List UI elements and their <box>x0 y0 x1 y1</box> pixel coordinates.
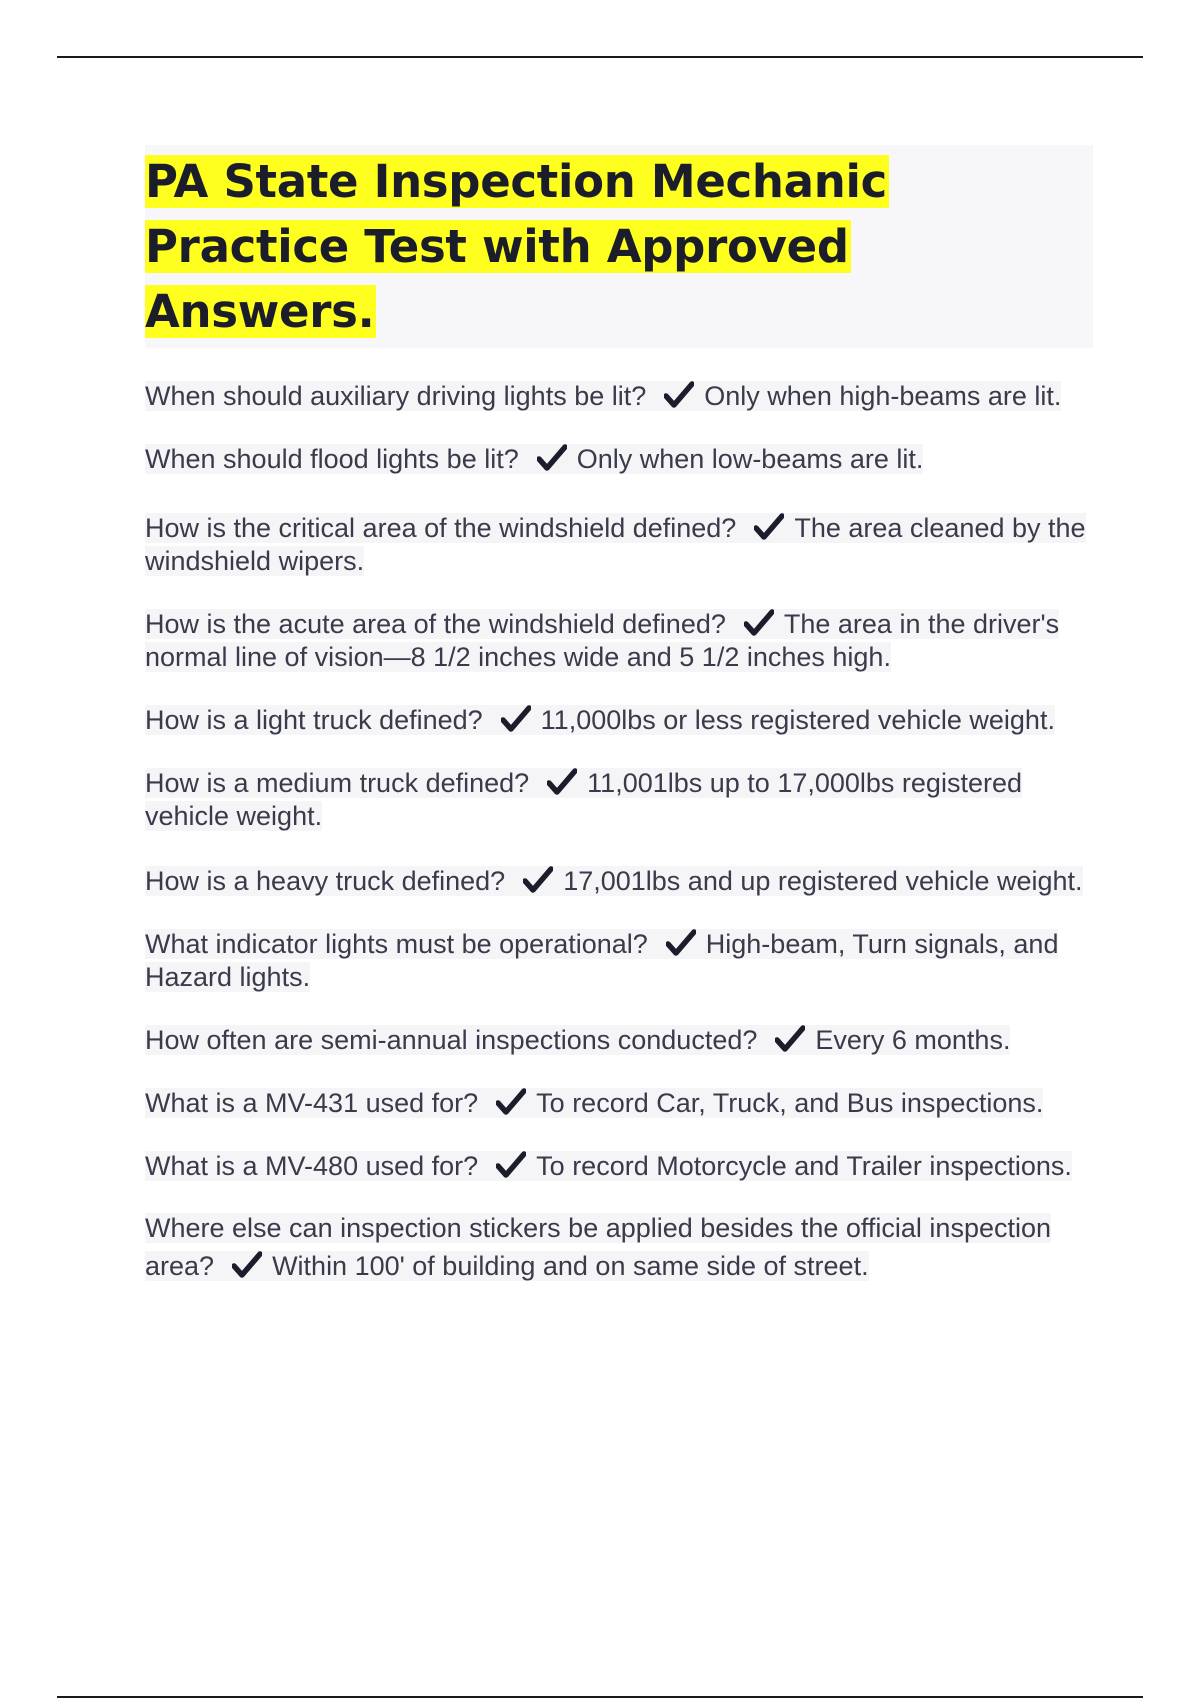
qa-text <box>145 866 1083 896</box>
qa-text <box>145 929 1058 992</box>
qa-text <box>145 768 1022 831</box>
qa-item <box>145 1150 1093 1183</box>
qa-list <box>145 380 1093 1285</box>
check-icon <box>523 866 553 894</box>
answer-text: High-beam, Turn signals, and Hazard lights. <box>145 929 1059 992</box>
question-text: How is a heavy truck defined? <box>145 866 506 896</box>
answer-text: 17,001lbs and up registered vehicle weight. <box>563 866 1083 896</box>
document-content <box>145 145 1093 1315</box>
answer-text: The area in the driver's normal line of vision—8 1/2 inches wide and 5 1/2 inches high. <box>145 609 1060 672</box>
title-text: PA State Inspection Mechanic Practice Test with Approved Answers. <box>145 155 887 338</box>
answer-text: To record Motorcycle and Trailer inspections. <box>536 1151 1072 1181</box>
qa-item <box>145 1024 1093 1057</box>
answer-text: Within 100' of building and on same side of street. <box>272 1251 869 1281</box>
qa-text <box>145 1088 1043 1118</box>
check-icon <box>754 513 784 541</box>
answer-text: Only when low-beams are lit. <box>576 444 924 474</box>
qa-text <box>145 1025 1010 1055</box>
qa-text <box>145 444 923 474</box>
check-icon <box>501 705 531 733</box>
check-icon <box>547 768 577 796</box>
answer-text: Every 6 months. <box>815 1025 1011 1055</box>
question-text: What is a MV-431 used for? <box>145 1088 479 1118</box>
check-icon <box>496 1088 526 1116</box>
question-text: How is a light truck defined? <box>145 705 483 735</box>
answer-text: The area cleaned by the windshield wipers. <box>145 513 1086 576</box>
qa-item <box>145 1087 1093 1120</box>
question-text: When should auxiliary driving lights be lit? <box>145 381 647 411</box>
qa-text <box>145 381 1061 411</box>
check-icon <box>775 1025 805 1053</box>
check-icon <box>496 1151 526 1179</box>
qa-item <box>145 512 1093 578</box>
question-text: How is the critical area of the windshield defined? <box>145 513 737 543</box>
title-block <box>145 145 1093 348</box>
check-icon <box>232 1251 262 1279</box>
qa-text <box>145 513 1086 576</box>
check-icon <box>666 929 696 957</box>
bottom-rule <box>57 1696 1143 1698</box>
question-text: Where else can inspection stickers be applied besides the official inspection area? <box>145 1213 1052 1281</box>
answer-text: Only when high-beams are lit. <box>704 381 1062 411</box>
check-icon <box>664 381 694 409</box>
qa-item <box>145 1209 1093 1285</box>
check-icon <box>537 444 567 472</box>
answer-text: 11,001lbs up to 17,000lbs registered vehicle weight. <box>145 768 1022 831</box>
qa-text <box>145 1213 1051 1281</box>
qa-text <box>145 705 1055 735</box>
qa-item <box>145 608 1093 674</box>
top-rule <box>57 56 1143 58</box>
question-text: How often are semi-annual inspections conducted? <box>145 1025 758 1055</box>
qa-item <box>145 704 1093 737</box>
question-text: What indicator lights must be operational? <box>145 929 648 959</box>
question-text: How is a medium truck defined? <box>145 768 530 798</box>
question-text: When should flood lights be lit? <box>145 444 519 474</box>
qa-item <box>145 928 1093 994</box>
qa-item <box>145 443 1093 476</box>
answer-text: 11,000lbs or less registered vehicle weight. <box>540 705 1055 735</box>
qa-text <box>145 609 1059 672</box>
qa-item <box>145 865 1093 898</box>
qa-item <box>145 380 1093 413</box>
qa-text <box>145 1151 1072 1181</box>
question-text: How is the acute area of the windshield defined? <box>145 609 726 639</box>
qa-item <box>145 767 1093 833</box>
answer-text: To record Car, Truck, and Bus inspections. <box>536 1088 1044 1118</box>
check-icon <box>744 609 774 637</box>
page-title <box>145 149 1093 344</box>
question-text: What is a MV-480 used for? <box>145 1151 479 1181</box>
